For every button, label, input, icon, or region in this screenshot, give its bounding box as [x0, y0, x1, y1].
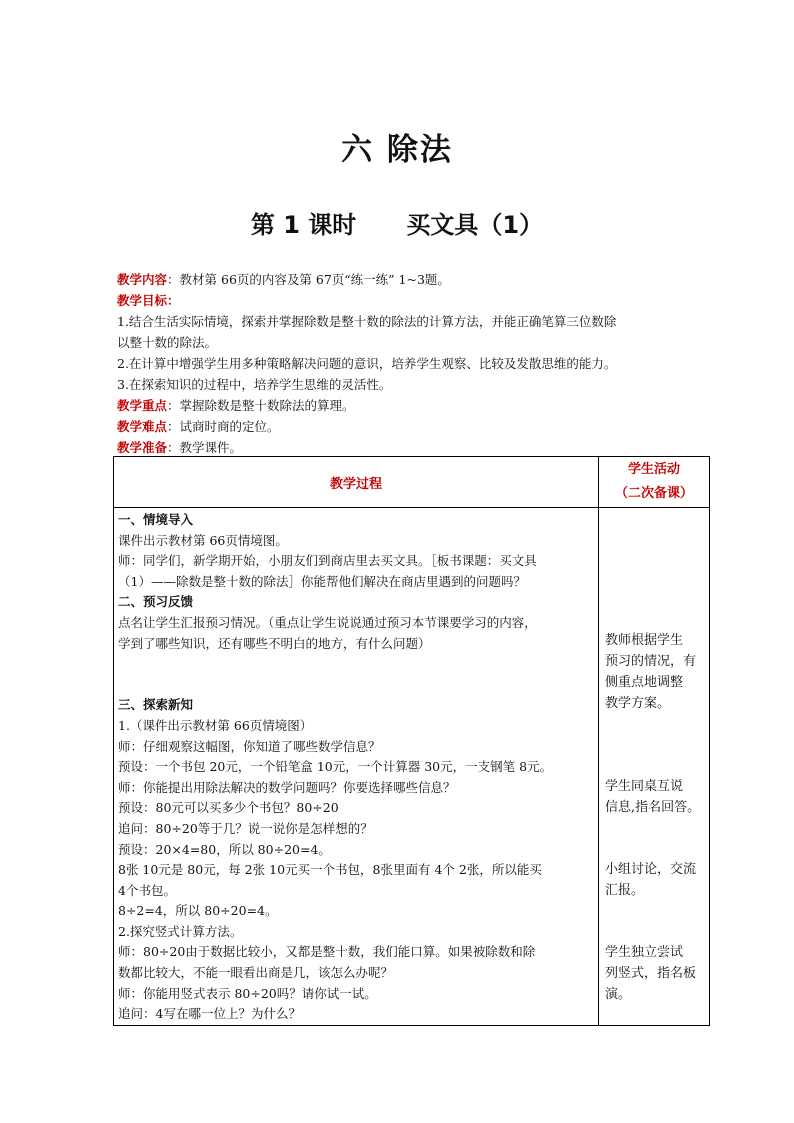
- teaching-goal-line: 2.在计算中增强学生用多种策略解决问题的意识，培养学生观察、比较及发散思维的能力。: [117, 356, 617, 371]
- lesson-title: [0, 205, 794, 240]
- lesson-info: [117, 269, 697, 458]
- table-body-row: [114, 508, 710, 1026]
- teaching-prep-label: 教学准备: [117, 440, 168, 455]
- table-header-row: [114, 457, 710, 508]
- teaching-goal-line: 以整十数的除法。: [117, 335, 218, 350]
- teaching-content: [117, 269, 697, 290]
- activity-note: 学生独立尝试 列竖式，指名板 演。: [605, 945, 697, 1002]
- teaching-goal-line: 3.在探索知识的过程中，培养学生思维的灵活性。: [117, 377, 392, 392]
- teaching-goals-heading: 教学目标：: [117, 293, 180, 308]
- teaching-process-cell: 一、情境导入 课件出示教材第 66页情境图。 师：同学们，新学期开始，小朋友们到商店里去买文具。［板书课题：买文具 （1）——除数是整十数的除法］你能帮他们解决在商店里遇到的问题吗？ 二、预习反馈 点名让学生汇报预习情况。（重点让学生说说通过预习本节课要学习的内容， 学到了哪些知识，还有哪些不明白的地方，有什么问题） 三、探索新知 1.（课件出示教材第 66页情境图） 师：仔细观察这幅图，你知道了哪些数学信息？ 预设：一个书包 20元，一个铅笔盒 10元，一个计算器 30元，一支钢笔 8元。 师：你能提出用除法解决的数学问题吗？你要选择哪些信息？ 预设：80元可以买多少个书包？80÷20 追问：80÷20等于几？说一说你是怎样想的？ 预设：20×4=80，所以 80÷20=4。 8张 10元是 80元，每 2张 10元买一个书包，8张里面有 4个 2张，所以能买 4个书包。 8÷2=4，所以 80÷20=4。 2.探究竖式计算方法。 师：80÷20由于数据比较小，又都是整十数，我们能口算。如果被除数和除 数都比较大，不能一眼看出商是几，该怎么办呢？ 师：你能用竖式表示 80÷20吗？请你试一试。 追问：4写在哪一位上？为什么？: [114, 508, 599, 1026]
- teaching-content-text: ：教材第 66页的内容及第 67页“练一练” 1~3题。: [167, 272, 450, 287]
- teaching-key-point: 教学重点：掌握除数是整十数除法的算理。: [117, 398, 355, 413]
- lesson-name: 买文具（1）: [406, 211, 544, 239]
- teaching-goals-label: 教学目标: [117, 293, 168, 308]
- section-title: 二、预习反馈: [118, 594, 194, 610]
- lesson-plan-table: [113, 456, 710, 1026]
- teaching-preparation: 教学准备：教学课件。: [117, 440, 243, 455]
- activity-note: 小组讨论，交流 汇报。: [605, 862, 697, 898]
- activity-note: 学生同桌互说 信息,指名回答。: [605, 779, 701, 815]
- section-title: 一、情境导入: [118, 512, 194, 527]
- header-teaching-process: 教学过程: [114, 457, 599, 508]
- chapter-title: 六 除法: [341, 132, 453, 168]
- lesson-number: 第 1 课时: [250, 211, 357, 239]
- activity-note: 教师根据学生 预习的情况，有 侧重点地调整 教学方案。: [605, 633, 697, 711]
- header-student-activity: 学生活动 （二次备课）: [599, 457, 710, 508]
- teaching-goal-line: 1.结合生活实际情境，探索并掌握除数是整十数的除法的计算方法，并能正确笔算三位数除: [117, 314, 617, 329]
- teaching-key-label: 教学重点: [117, 398, 168, 413]
- teaching-difficulty: 教学难点：试商时商的定位。: [117, 419, 280, 434]
- student-activity-cell: [599, 508, 710, 1026]
- section-title: 三、探索新知: [118, 697, 194, 713]
- teaching-difficulty-label: 教学难点: [117, 419, 168, 434]
- teaching-content-label: 教学内容: [117, 272, 168, 287]
